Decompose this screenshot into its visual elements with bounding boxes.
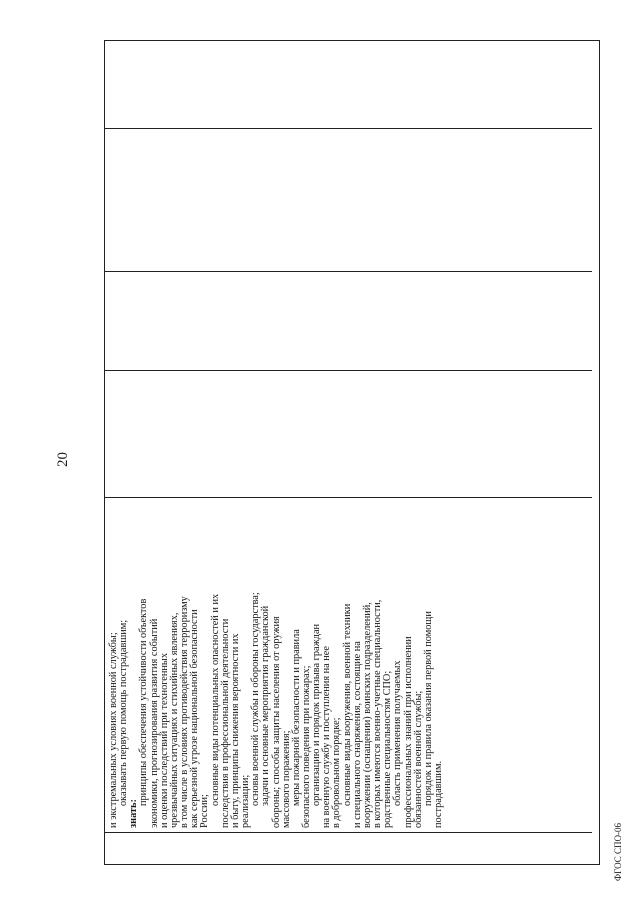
text-line: вооружении (оснащении) воинских подразделений,: [361, 602, 373, 828]
text-line: меры пожарной безопасности и правила: [290, 629, 302, 806]
table-cell-empty: [105, 128, 592, 271]
text-line: организацию и порядок призыва граждан: [311, 623, 323, 806]
page-number: 20: [55, 452, 71, 467]
text-line: и быту, принципы снижения вероятности их: [229, 633, 241, 828]
text-line: обороны; способы защиты населения от оружия: [270, 616, 282, 828]
text-line: безопасного поведения при пожарах;: [300, 665, 312, 828]
text-line: массового поражения;: [280, 730, 292, 828]
text-line: в добровольном порядке;: [331, 717, 343, 828]
text-line: реализации;: [240, 774, 252, 828]
table-cell-index: [105, 832, 592, 864]
text-line: пострадавшим.: [433, 760, 444, 828]
table-cell-empty: [105, 370, 592, 497]
text-line: и оценки последствий при техногенных: [158, 653, 170, 828]
text-line: профессиональных знаний при исполнении: [402, 636, 414, 828]
text-line: область применения получаемых: [392, 660, 404, 806]
text-line: и специального снаряжения, состоящие на: [351, 641, 363, 828]
text-line: на военную службу и поступления на нее: [321, 646, 333, 828]
table-cell-empty: [105, 41, 592, 128]
table-cell-empty: [105, 271, 592, 370]
table-cell-content: [105, 497, 592, 832]
text-line: родственные специальностям СПО;: [382, 670, 394, 828]
text-line: принципы обеспечения устойчивости объектов: [138, 598, 150, 806]
text-line: задачи и основные мероприятия гражданской: [260, 605, 272, 806]
text-line: порядок и правила оказания первой помощи: [422, 611, 434, 806]
text-line: последствия в профессиональной деятельности: [219, 618, 231, 828]
text-line: в том числе в условиях противодействия терроризму: [179, 596, 191, 828]
text-line: основные виды потенциальных опасностей и их: [209, 593, 221, 806]
text-line: основы военной службы и обороны государства;: [250, 592, 262, 806]
footer-label: ФГОС СПО-06: [613, 823, 623, 881]
text-line: чрезвычайных ситуациях и стихийных явлениях,: [168, 612, 180, 828]
table-row: [105, 41, 592, 864]
text-line: обязанностей военной службы;: [412, 690, 424, 828]
text-line: в которых имеются военно-учетные специальности,: [372, 599, 384, 828]
text-line: основные виды вооружения, военной техники: [341, 603, 353, 806]
text-line: России;: [199, 794, 211, 828]
text-line: оказывать первую помощь пострадавшим;: [118, 619, 130, 806]
text-line: и экстремальных условиях военной службы;: [108, 632, 119, 828]
text-line: экономики, прогнозирования развития событий: [148, 618, 160, 828]
competency-table: [104, 40, 600, 865]
section-heading: знать:: [128, 799, 140, 828]
text-line: как серьезной угрозе национальной безопасности: [189, 609, 201, 828]
